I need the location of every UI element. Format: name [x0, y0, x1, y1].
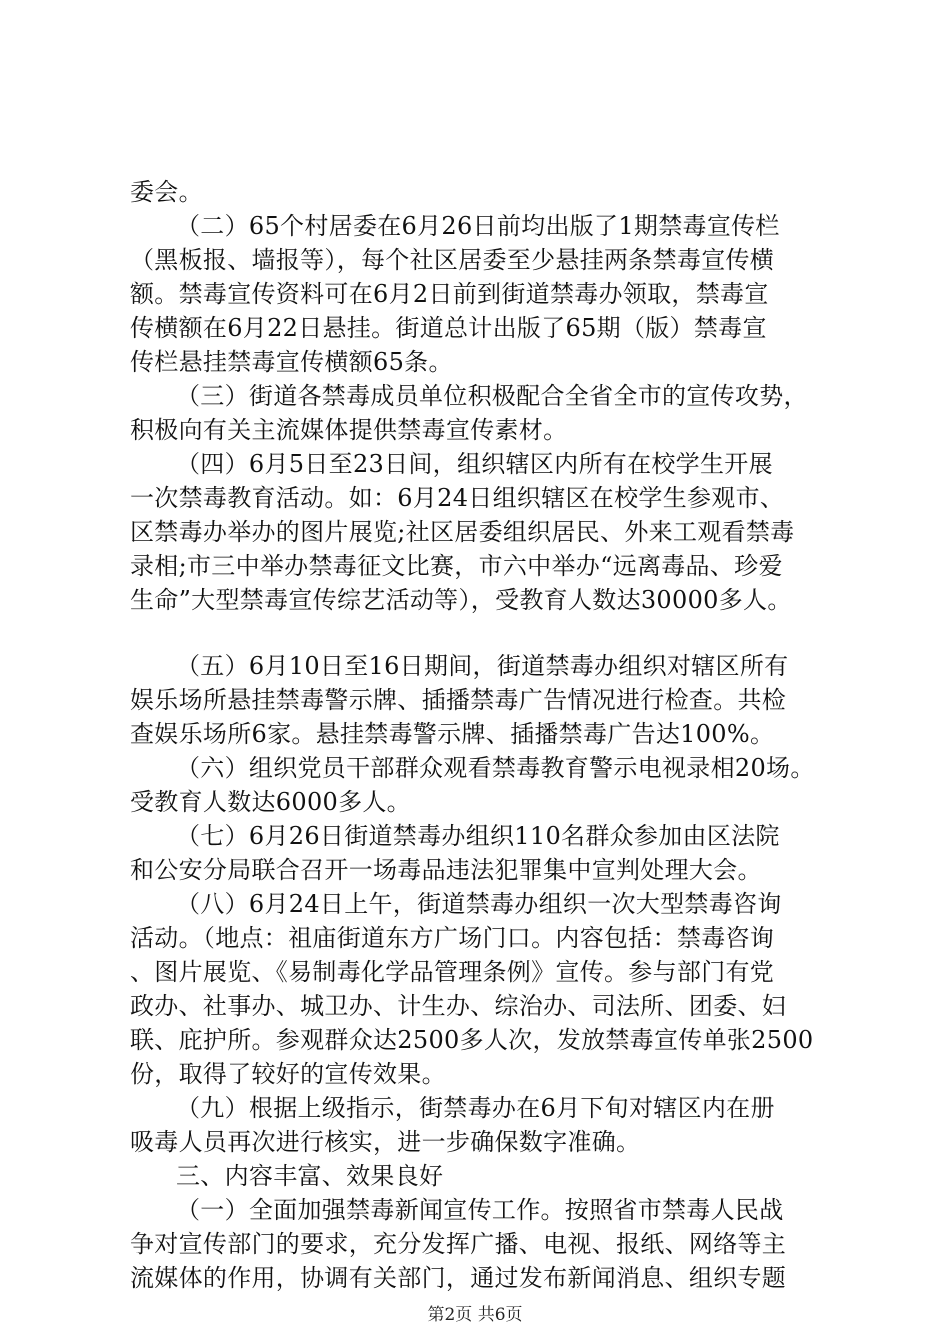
- page-number-footer: 第2页 共6页: [427, 1305, 523, 1325]
- text-line: 争对宣传部门的要求，充分发挥广播、电视、报纸、网络等主: [130, 1230, 787, 1258]
- text-line: 区禁毒办举办的图片展览;社区居委组织居民、外来工观看禁毒: [130, 518, 795, 546]
- text-line: 、图片展览、《易制毒化学品管理条例》宣传。参与部门有党: [130, 958, 775, 986]
- text-line: （四）6月5日至23日间，组织辖区内所有在校学生开展: [176, 450, 773, 478]
- text-line: 政办、社事办、城卫办、计生办、综治办、司法所、团委、妇: [130, 992, 787, 1020]
- text-line: 生命”大型禁毒宣传综艺活动等），受教育人数达30000多人。: [130, 586, 792, 614]
- text-line: 联、庇护所。参观群众达2500多人次，发放禁毒宣传单张2500: [130, 1026, 814, 1054]
- text-line: 一次禁毒教育活动。如：6月24日组织辖区在校学生参观市、: [130, 484, 785, 512]
- text-line: 份，取得了较好的宣传效果。: [130, 1060, 446, 1088]
- text-line: 流媒体的作用，协调有关部门，通过发布新闻消息、组织专题: [130, 1264, 787, 1292]
- text-line: 额。禁毒宣传资料可在6月2日前到街道禁毒办领取，禁毒宣: [130, 280, 769, 308]
- text-line: 受教育人数达6000多人。: [130, 788, 411, 816]
- text-line: 积极向有关主流媒体提供禁毒宣传素材。: [130, 416, 568, 444]
- text-line: （六）组织党员干部群众观看禁毒教育警示电视录相20场。: [176, 754, 815, 782]
- text-line: （九）根据上级指示，街禁毒办在6月下旬对辖区内在册: [176, 1094, 775, 1122]
- text-line: （三）街道各禁毒成员单位积极配合全省全市的宣传攻势，: [176, 382, 808, 410]
- text-line: （一）全面加强禁毒新闻宣传工作。按照省市禁毒人民战: [176, 1196, 784, 1224]
- text-line: 传横额在6月22日悬挂。街道总计出版了65期（版）禁毒宣: [130, 314, 767, 342]
- text-line: 和公安分局联合召开一场毒品违法犯罪集中宣判处理大会。: [130, 856, 762, 884]
- section-heading: 三、内容丰富、效果良好: [176, 1162, 444, 1190]
- text-line: 吸毒人员再次进行核实，进一步确保数字准确。: [130, 1128, 641, 1156]
- text-line: （黑板报、墙报等），每个社区居委至少悬挂两条禁毒宣传横: [130, 246, 775, 274]
- text-line: 活动。（地点：祖庙街道东方广场门口。内容包括：禁毒咨询: [130, 924, 775, 952]
- text-line: 娱乐场所悬挂禁毒警示牌、插播禁毒广告情况进行检查。共检: [130, 686, 787, 714]
- text-line: （八）6月24日上午，街道禁毒办组织一次大型禁毒咨询: [176, 890, 782, 918]
- text-line: 查娱乐场所6家。悬挂禁毒警示牌、插播禁毒广告达100%。: [130, 720, 775, 748]
- text-line: （五）6月10日至16日期间，街道禁毒办组织对辖区所有: [176, 652, 789, 680]
- text-line: 传栏悬挂禁毒宣传横额65条。: [130, 348, 453, 376]
- text-line: 录相;市三中举办禁毒征文比赛，市六中举办“远离毒品、珍爱: [130, 552, 783, 580]
- text-line: 委会。: [130, 178, 203, 206]
- text-line: （七）6月26日街道禁毒办组织110名群众参加由区法院: [176, 822, 780, 850]
- text-line: （二）65个村居委在6月26日前均出版了1期禁毒宣传栏: [176, 212, 780, 240]
